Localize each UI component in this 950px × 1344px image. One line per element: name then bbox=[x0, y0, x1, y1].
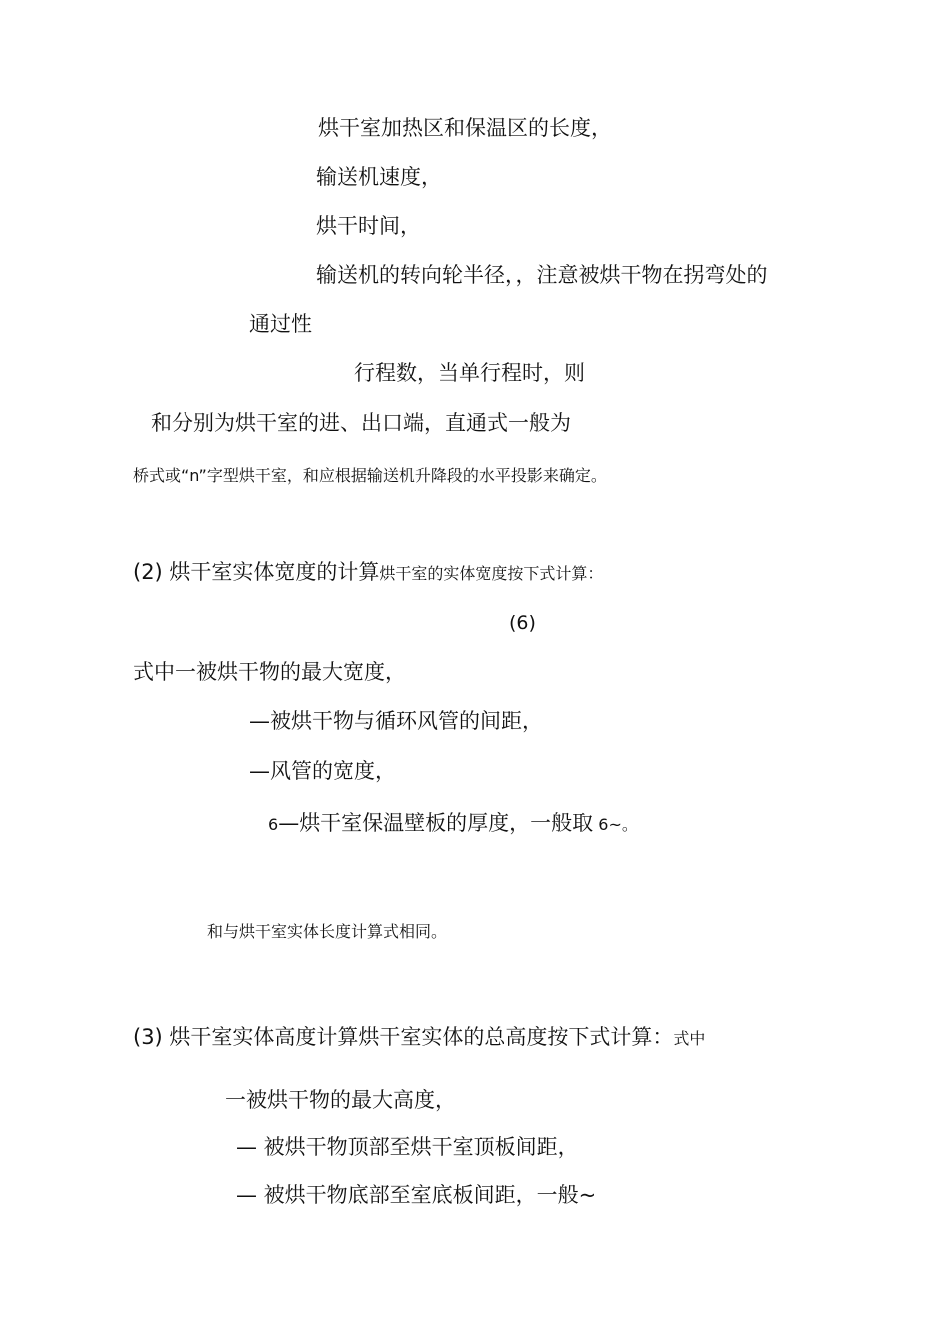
definition-main: —烘干室保温壁板的厚度，一般取 bbox=[278, 811, 594, 835]
text-line: 通过性 bbox=[249, 312, 312, 336]
definition-line: — 被烘干物顶部至烘干室顶板间距， bbox=[236, 1135, 579, 1159]
text-line: 和分别为烘干室的进、出口端，直通式一般为 bbox=[151, 411, 571, 435]
definition-line bbox=[268, 813, 638, 834]
definition-line: 式中一被烘干物的最大宽度， bbox=[133, 660, 406, 684]
heading-small: 烘干室的实体宽度按下式计算： bbox=[379, 564, 604, 583]
definition-prefix: 6 bbox=[268, 815, 279, 834]
definition-line: —风管的宽度， bbox=[249, 759, 396, 783]
text-line: 输送机的转向轮半径，，注意被烘干物在拐弯处的 bbox=[316, 263, 768, 287]
text-line: 桥式或“n”字型烘干室，和应根据输送机升降段的水平投影来确定。 bbox=[133, 466, 607, 485]
note-line: 和与烘干室实体长度计算式相同。 bbox=[207, 922, 448, 941]
equation-number: (6) bbox=[509, 612, 536, 634]
section-heading bbox=[133, 1027, 705, 1048]
heading-main: (3) 烘干室实体高度计算烘干室实体的总高度按下式计算： bbox=[133, 1025, 674, 1049]
definition-line: —被烘干物与循环风管的间距， bbox=[249, 709, 543, 733]
heading-main: (2) 烘干室实体宽度的计算 bbox=[133, 560, 380, 584]
definition-suffix: 6~。 bbox=[598, 815, 638, 834]
definition-line: 一被烘干物的最大高度， bbox=[225, 1088, 456, 1112]
heading-small: 式中 bbox=[673, 1029, 706, 1048]
section-heading bbox=[133, 562, 603, 583]
definition-line: — 被烘干物底部至室底板间距，一般~ bbox=[236, 1183, 597, 1207]
text-line: 输送机速度， bbox=[316, 165, 442, 189]
text-line: 烘干时间， bbox=[316, 214, 421, 238]
text-line: 行程数，当单行程时，则 bbox=[354, 361, 585, 385]
text-line: 烘干室加热区和保温区的长度， bbox=[318, 116, 612, 140]
